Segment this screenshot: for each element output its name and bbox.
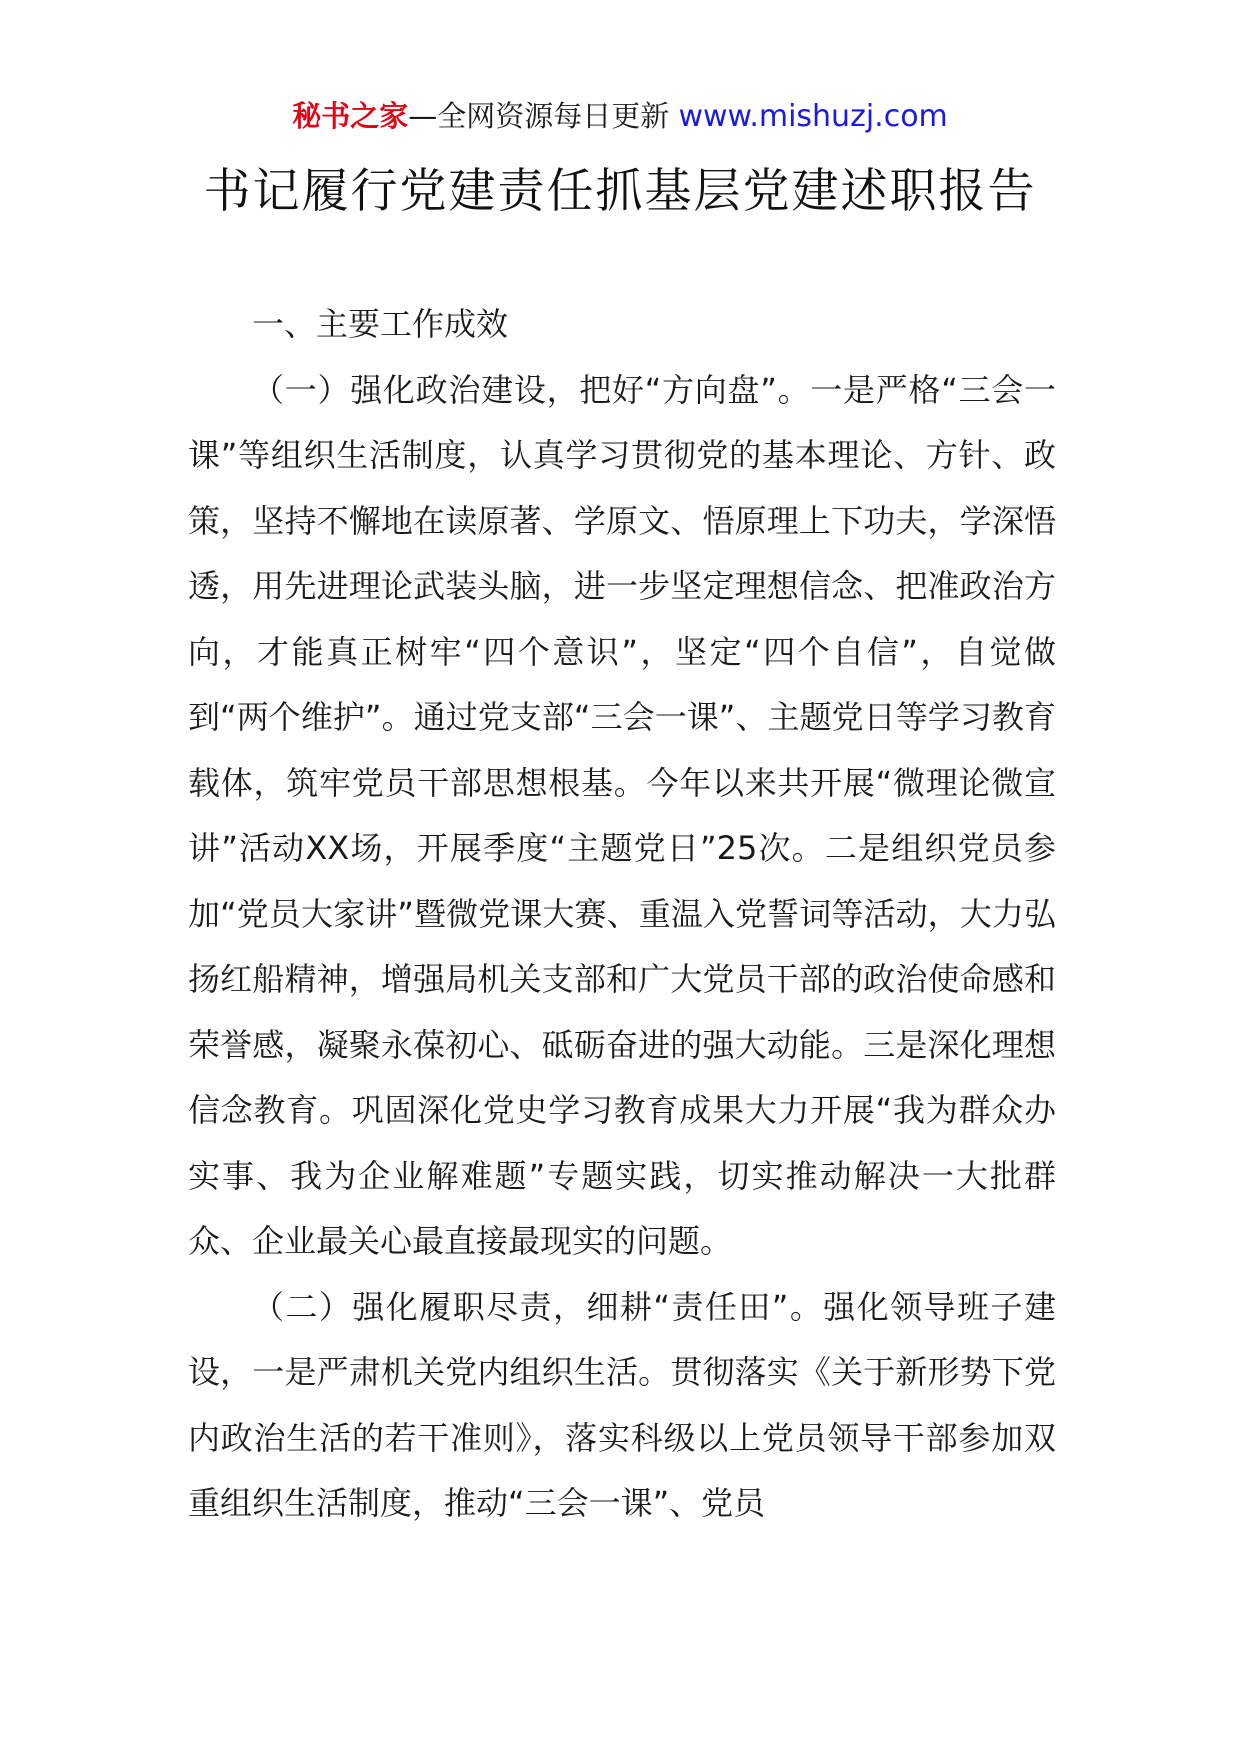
document-body — [188, 292, 1056, 1537]
site-brand: 秘书之家 — [292, 99, 409, 133]
document-title: 书记履行党建责任抓基层党建述职报告 — [203, 164, 1037, 219]
paragraph: （一）强化政治建设，把好“方向盘”。一是严格“三会一课”等组织生活制度，认真学习贯彻党的基本理论、方针、政策，坚持不懈地在读原著、学原文、悟原理上下功夫，学深悟透，用先进理论武装头脑，进一步坚定理想信念、把准政治方向，才能真正树牢“四个意识”，坚定“四个自信”，自觉做到“两个维护”。通过党支部“三会一课”、主题党日等学习教育载体，筑牢党员干部思想根基。今年以来共开展“微理论微宣讲”活动XX场，开展季度“主题党日”25次。二是组织党员参加“党员大家讲”暨微党课大赛、重温入党誓词等活动，大力弘扬红船精神，增强局机关支部和广大党员干部的政治使命感和荣誉感，凝聚永葆初心、砥砺奋进的强大动能。三是深化理想信念教育。巩固深化党史学习教育成果大力开展“我为群众办实事、我为企业解难题”专题实践，切实推动解决一大批群众、企业最关心最直接最现实的问题。 — [188, 370, 1056, 1260]
site-url-link[interactable]: www.mishuzj.com — [678, 99, 948, 134]
paragraph: （二）强化履职尽责，细耕“责任田”。强化领导班子建设，一是严肃机关党内组织生活。贯彻落实《关于新形势下党内政治生活的若干准则》，落实科级以上党员领导干部参加双重组织生活制度，推动“三会一课”、党员 — [188, 1287, 1056, 1522]
site-header — [0, 96, 1240, 137]
section-heading: 一、主要工作成效 — [252, 305, 509, 343]
site-tagline: —全网资源每日更新 — [408, 99, 679, 133]
